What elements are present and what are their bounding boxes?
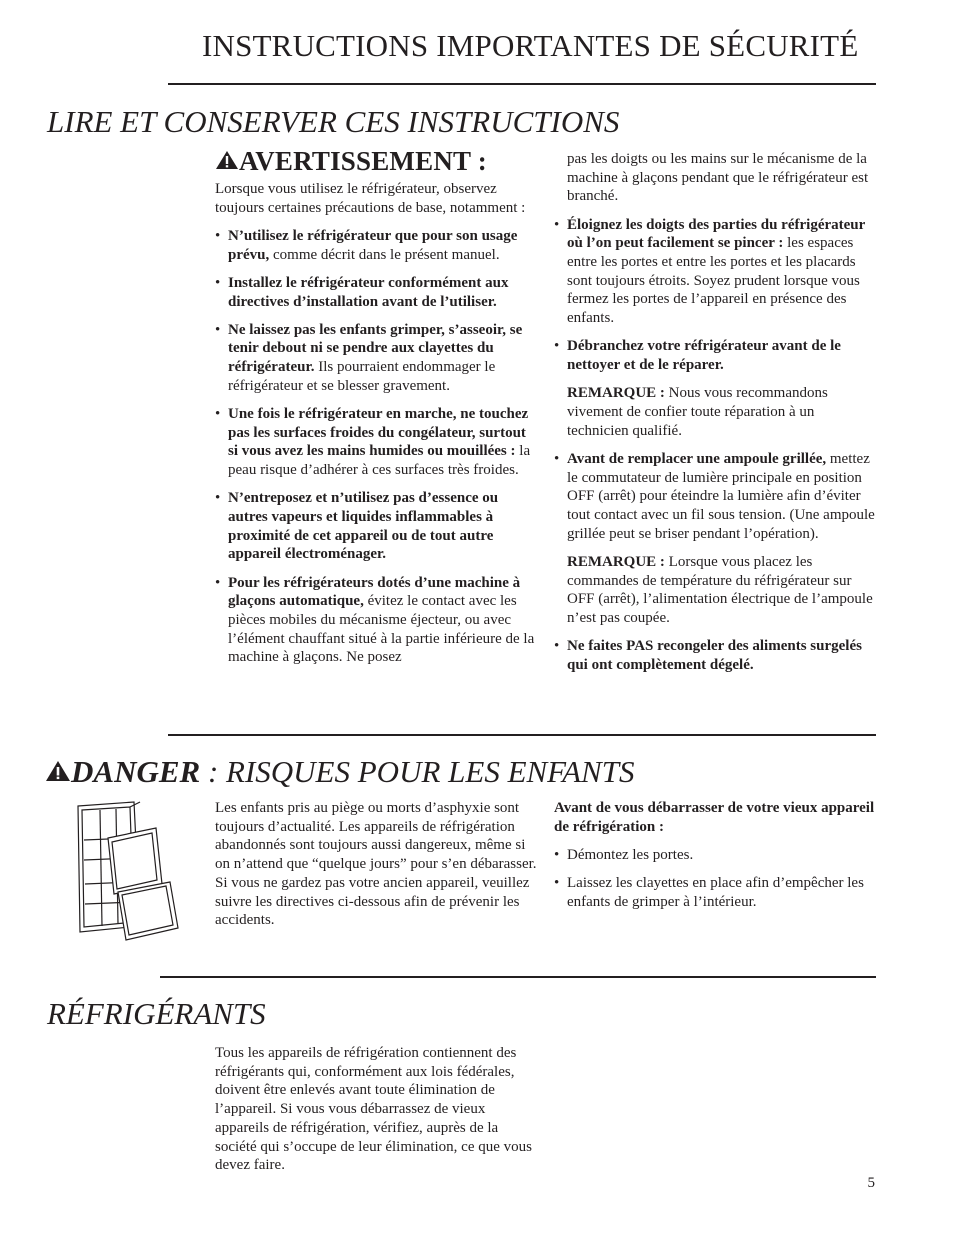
list-item: • N’entreposez et n’utilisez pas d’essence ou autres vapeurs et liquides inflammables à proximité de cet appareil ou de tout autre appareil électroménager. [215, 489, 539, 564]
warning-bullet-list [215, 227, 539, 667]
section-rule-1 [168, 734, 876, 736]
section-rule-2 [160, 976, 876, 978]
list-item: • Laissez les clayettes en place afin d’empêcher les enfants de grimper à l’intérieur. [554, 874, 876, 911]
danger-title-rest: : RISQUES POUR LES ENFANTS [200, 754, 635, 789]
warning-right-bullets [554, 216, 876, 375]
refrigerator-illustration [70, 800, 182, 942]
list-item: • Avant de remplacer une ampoule grillée, mettez le commutateur de lumière principale en position OFF (arrêt) pour éteindre la lumière afin d’éviter tout contact avec un fil sous tension. (Une ampoule grillée peut se briser pendant l’opération). [554, 450, 876, 544]
list-item: • Une fois le réfrigérateur en marche, ne touchez pas les surfaces froides du congélateur, surtout si vous avez les mains humides ou mouillées : la peau risque d’adhérer à ces surfaces très froides. [215, 405, 539, 480]
disposal-heading: Avant de vous débarrasser de votre vieux appareil de réfrigération : [554, 800, 875, 835]
section-title-refrigerants: RÉFRIGÉRANTS [47, 996, 266, 1031]
warning-right-column [554, 150, 876, 684]
list-item: • Ne faites PAS recongeler des aliments surgelés qui ont complètement dégelé. [554, 637, 876, 674]
header-rule [168, 83, 876, 85]
page-number: 5 [867, 1175, 875, 1191]
note-light: REMARQUE : Lorsque vous placez les commandes de température du réfrigérateur sur OFF (arrêt), l’alimentation électrique de l’ampoule n’est pas coupée. [567, 553, 873, 626]
danger-label: DANGER [71, 754, 201, 789]
danger-triangle-icon [45, 760, 71, 782]
list-item: • N’utilisez le réfrigérateur que pour son usage prévu, comme décrit dans le présent manuel. [215, 227, 539, 264]
warning-intro: Lorsque vous utilisez le réfrigérateur, observez toujours certaines précautions de base, notamment : [215, 181, 526, 216]
list-item: • Éloignez les doigts des parties du réfrigérateur où l’on peut facilement se pincer : les espaces entre les portes et entre les portes et les placards sont toujours étroits. Soyez prudent lorsque vous fermez les portes de l’appareil en présence des enfants. [554, 216, 876, 328]
list-item: • Ne laissez pas les enfants grimper, s’asseoir, se tenir debout ni se pendre aux clayettes du réfrigérateur. Ils pourraient endommager le réfrigérateur et se blesser gravement. [215, 321, 539, 396]
warning-title: AVERTISSEMENT : [239, 146, 487, 176]
list-item: • Pour les réfrigérateurs dotés d’une machine à glaçons automatique, évitez le contact avec les pièces mobiles du mécanisme éjecteur, ou avec l’élément chauffant situé à la partie inférieure de la machine à glaçons. Ne posez [215, 574, 539, 668]
warning-left-column [215, 180, 539, 677]
danger-paragraph: Les enfants pris au piège ou morts d’asphyxie sont toujours d’actualité. Les appareils de réfrigération abandonnés sont toujours aussi dangereux, même si on n’attend que “quelque jours” pour s’en débarasser. Si vous ne gardez pas votre ancien appareil, veuillez suivre les directives ci-dessous afin de prévenir les accidents. [215, 800, 537, 929]
warning-right-bullets-2 [554, 450, 876, 544]
note-repair: REMARQUE : Nous vous recommandons vivement de confier toute réparation à un technicien qualifié. [567, 385, 828, 439]
list-item: • Installez le réfrigérateur conformément aux directives d’installation avant de l’utiliser. [215, 274, 539, 311]
danger-right-column [554, 799, 876, 921]
section-title-instructions: LIRE ET CONSERVER CES INSTRUCTIONS [47, 104, 620, 139]
warning-triangle-icon [215, 150, 239, 170]
disposal-bullets [554, 846, 876, 912]
page-header-title: INSTRUCTIONS IMPORTANTES DE SÉCURITÉ [202, 28, 859, 63]
refrigerants-paragraph: Tous les appareils de réfrigération contiennent des réfrigérants qui, conformément aux lois fédérales, doivent être enlevés avant toute élimination de l’appareil. Si vous vous débarrassez de vieux appareils de réfrigération, vérifiez, auprès de la société qui s’occupe de leur élimination, ce que vous devez faire. [215, 1045, 532, 1174]
list-item: • Débranchez votre réfrigérateur avant de le nettoyer et de le réparer. [554, 337, 876, 374]
warning-heading [215, 146, 487, 177]
continuation-text: pas les doigts ou les mains sur le mécanisme de la machine à glaçons pendant que le réfrigérateur est branché. [567, 151, 869, 205]
list-item: • Démontez les portes. [554, 846, 876, 865]
section-title-danger [45, 754, 634, 790]
warning-right-bullets-3 [554, 637, 876, 674]
